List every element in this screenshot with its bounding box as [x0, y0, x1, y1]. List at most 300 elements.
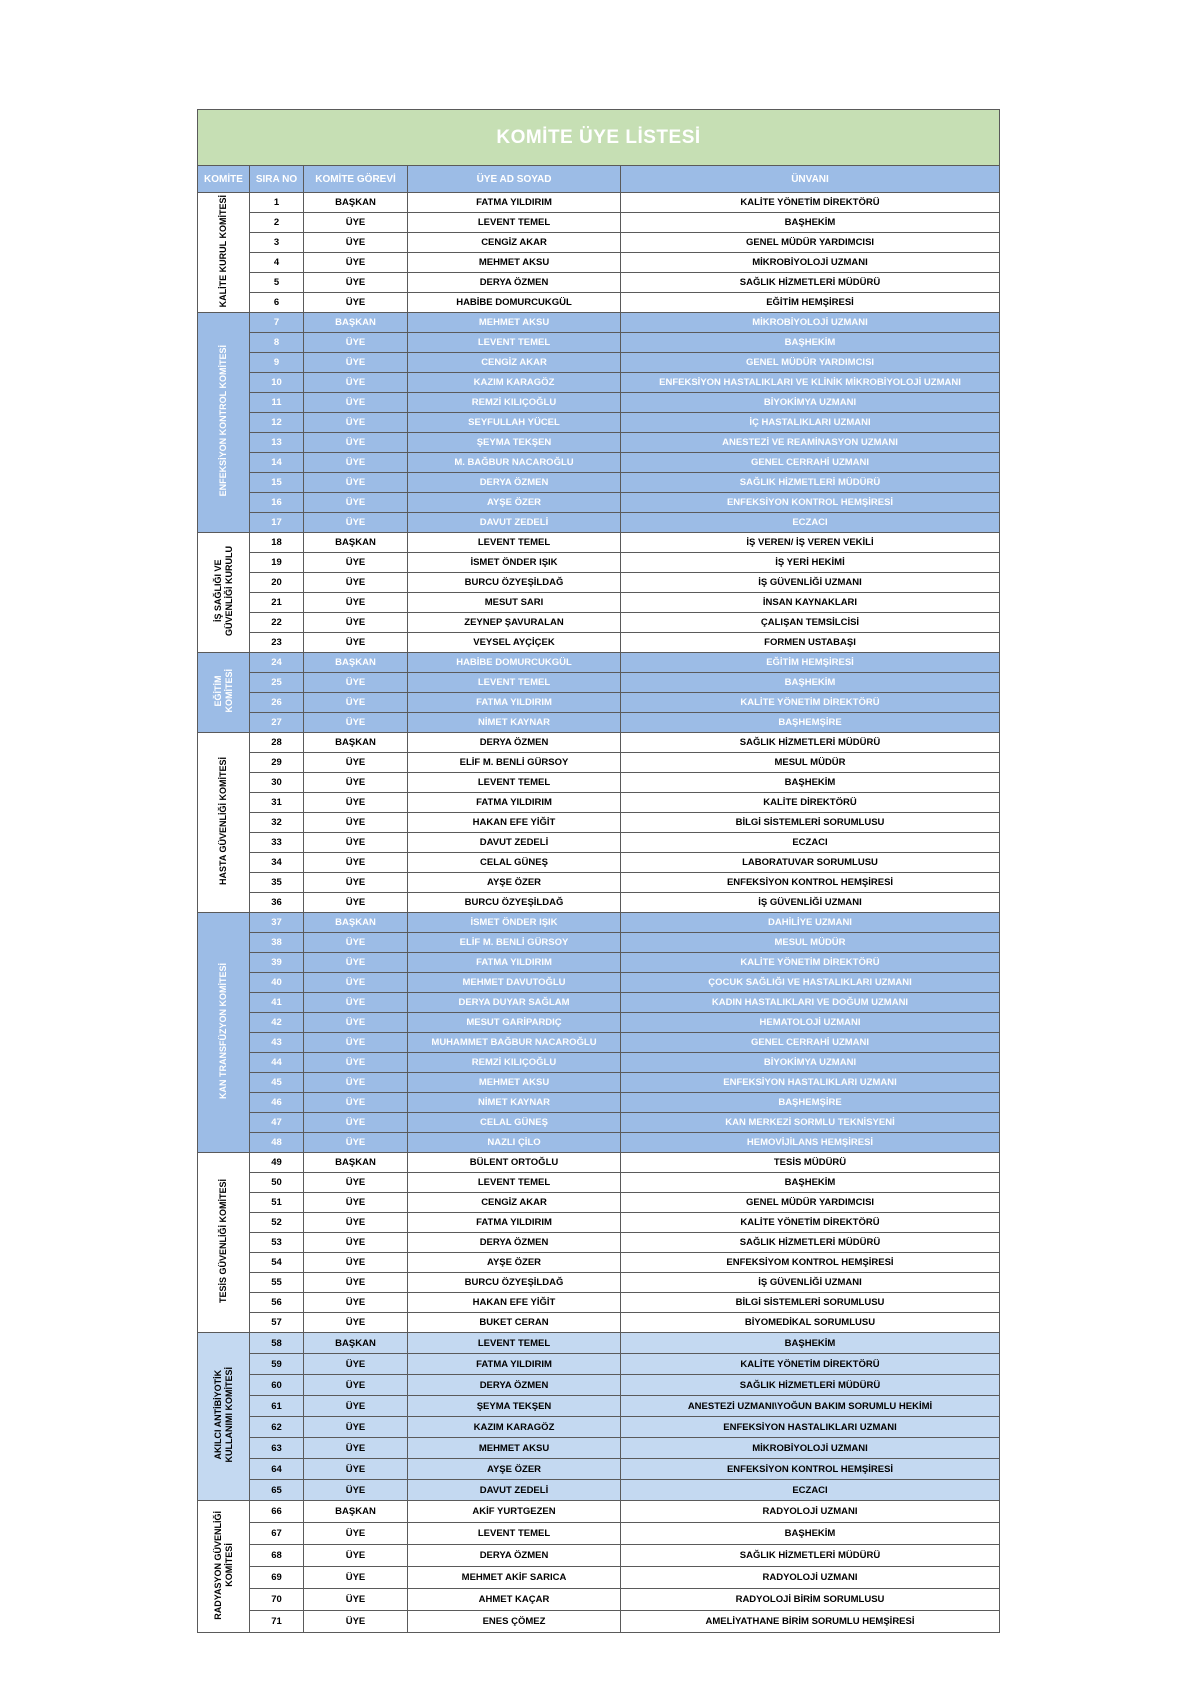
table-row: [198, 1233, 1000, 1253]
member-title: EĞİTİM HEMŞİRESİ: [621, 293, 1000, 313]
row-number: 52: [250, 1213, 304, 1233]
member-title: BİYOKİMYA UZMANI: [621, 1053, 1000, 1073]
table-row: [198, 233, 1000, 253]
member-title: İNSAN KAYNAKLARI: [621, 593, 1000, 613]
row-number: 24: [250, 653, 304, 673]
member-title: ECZACI: [621, 833, 1000, 853]
header-member-name: ÜYE AD SOYAD: [408, 166, 621, 193]
table-row: [198, 1213, 1000, 1233]
committee-role: ÜYE: [304, 633, 408, 653]
committee-role: ÜYE: [304, 1396, 408, 1417]
member-title: BAŞHEKİM: [621, 773, 1000, 793]
member-title: GENEL MÜDÜR YARDIMCISI: [621, 353, 1000, 373]
committee-name: KAN TRANSFÜZYON KOMİTESİ: [218, 963, 228, 1099]
table-row: [198, 613, 1000, 633]
row-number: 36: [250, 893, 304, 913]
member-title: BİYOKİMYA UZMANI: [621, 393, 1000, 413]
row-number: 58: [250, 1333, 304, 1354]
member-name: BURCU ÖZYEŞİLDAĞ: [408, 893, 621, 913]
member-title: KAN MERKEZİ SORMLU TEKNİSYENİ: [621, 1113, 1000, 1133]
member-name: DAVUT ZEDELİ: [408, 513, 621, 533]
table-row: [198, 573, 1000, 593]
table-row: [198, 733, 1000, 753]
table-row: [198, 193, 1000, 213]
member-name: HAKAN EFE YİĞİT: [408, 813, 621, 833]
row-number: 38: [250, 933, 304, 953]
table-row: [198, 673, 1000, 693]
row-number: 40: [250, 973, 304, 993]
member-title: BİLGİ SİSTEMLERİ SORUMLUSU: [621, 813, 1000, 833]
member-name: ŞEYMA TEKŞEN: [408, 433, 621, 453]
member-title: BAŞHEKİM: [621, 1523, 1000, 1545]
committee-name: ENFEKSİYON KONTROL KOMİTESİ: [218, 345, 228, 497]
member-title: ENFEKSİYON KONTROL HEMŞİRESİ: [621, 493, 1000, 513]
table-row: [198, 993, 1000, 1013]
table-row: [198, 1053, 1000, 1073]
table-row: [198, 1073, 1000, 1093]
table-row: [198, 1153, 1000, 1173]
committee-role: ÜYE: [304, 1113, 408, 1133]
table-row: [198, 773, 1000, 793]
member-title: KALİTE YÖNETİM DİREKTÖRÜ: [621, 693, 1000, 713]
table-row: [198, 1113, 1000, 1133]
member-name: LEVENT TEMEL: [408, 673, 621, 693]
member-title: BAŞHEKİM: [621, 213, 1000, 233]
member-name: ZEYNEP ŞAVURALAN: [408, 613, 621, 633]
committee-name: AKILCI ANTİBİYOTİK KULLANIMI KOMİTESİ: [212, 1367, 234, 1463]
member-name: KAZIM KARAGÖZ: [408, 373, 621, 393]
member-name: DERYA ÖZMEN: [408, 1233, 621, 1253]
member-title: KALİTE YÖNETİM DİREKTÖRÜ: [621, 1213, 1000, 1233]
table-row: [198, 1133, 1000, 1153]
member-name: BÜLENT ORTOĞLU: [408, 1153, 621, 1173]
table-row: [198, 473, 1000, 493]
committee-role: ÜYE: [304, 953, 408, 973]
table-row: [198, 1545, 1000, 1567]
row-number: 22: [250, 613, 304, 633]
member-title: MİKROBİYOLOJİ UZMANI: [621, 313, 1000, 333]
member-name: HAKAN EFE YİĞİT: [408, 1293, 621, 1313]
committee-name-cell: [198, 313, 250, 533]
member-name: MEHMET AKSU: [408, 1073, 621, 1093]
member-name: LEVENT TEMEL: [408, 1523, 621, 1545]
row-number: 21: [250, 593, 304, 613]
committee-role: ÜYE: [304, 1523, 408, 1545]
member-title: ANESTEZİ UZMANI\YOĞUN BAKIM SORUMLU HEKİMİ: [621, 1396, 1000, 1417]
member-name: DAVUT ZEDELİ: [408, 1480, 621, 1501]
committee-role: ÜYE: [304, 673, 408, 693]
table-body: [198, 193, 1000, 1633]
table-row: [198, 1375, 1000, 1396]
row-number: 43: [250, 1033, 304, 1053]
member-title: KALİTE YÖNETİM DİREKTÖRÜ: [621, 1354, 1000, 1375]
committee-name: EĞİTİM KOMİTESİ: [212, 669, 234, 713]
member-name: FATMA YILDIRIM: [408, 793, 621, 813]
member-name: İSMET ÖNDER IŞIK: [408, 913, 621, 933]
table-row: [198, 753, 1000, 773]
row-number: 64: [250, 1459, 304, 1480]
committee-role: BAŞKAN: [304, 313, 408, 333]
committee-role: BAŞKAN: [304, 533, 408, 553]
member-title: KALİTE YÖNETİM DİREKTÖRÜ: [621, 953, 1000, 973]
table-row: [198, 933, 1000, 953]
committee-role: ÜYE: [304, 353, 408, 373]
table-row: [198, 213, 1000, 233]
committee-role: ÜYE: [304, 593, 408, 613]
member-name: REMZİ KILIÇOĞLU: [408, 393, 621, 413]
table-row: [198, 1589, 1000, 1611]
row-number: 11: [250, 393, 304, 413]
row-number: 25: [250, 673, 304, 693]
row-number: 20: [250, 573, 304, 593]
member-title: GENEL MÜDÜR YARDIMCISI: [621, 1193, 1000, 1213]
member-title: RADYOLOJİ UZMANI: [621, 1501, 1000, 1523]
member-name: CENGİZ AKAR: [408, 353, 621, 373]
committee-member-document: [197, 109, 999, 1633]
member-title: BİYOMEDİKAL SORUMLUSU: [621, 1313, 1000, 1333]
row-number: 12: [250, 413, 304, 433]
table-row: [198, 1093, 1000, 1113]
committee-role: ÜYE: [304, 1438, 408, 1459]
committee-role: ÜYE: [304, 213, 408, 233]
committee-role: ÜYE: [304, 513, 408, 533]
committee-name-cell: [198, 653, 250, 733]
committee-member-table: [197, 109, 1000, 1633]
member-name: AKİF YURTGEZEN: [408, 1501, 621, 1523]
member-title: SAĞLIK HİZMETLERİ MÜDÜRÜ: [621, 733, 1000, 753]
row-number: 15: [250, 473, 304, 493]
row-number: 9: [250, 353, 304, 373]
table-row: [198, 293, 1000, 313]
table-row: [198, 1459, 1000, 1480]
member-name: MEHMET DAVUTOĞLU: [408, 973, 621, 993]
committee-role: ÜYE: [304, 233, 408, 253]
member-title: GENEL CERRAHİ UZMANI: [621, 1033, 1000, 1053]
committee-name-cell: [198, 533, 250, 653]
member-title: BAŞHEKİM: [621, 333, 1000, 353]
committee-role: ÜYE: [304, 873, 408, 893]
committee-role: ÜYE: [304, 1313, 408, 1333]
row-number: 27: [250, 713, 304, 733]
committee-role: ÜYE: [304, 1545, 408, 1567]
member-title: İŞ GÜVENLİĞİ UZMANI: [621, 573, 1000, 593]
committee-role: ÜYE: [304, 773, 408, 793]
row-number: 62: [250, 1417, 304, 1438]
member-title: ENFEKSİYOM KONTROL HEMŞİRESİ: [621, 1253, 1000, 1273]
row-number: 60: [250, 1375, 304, 1396]
member-title: SAĞLIK HİZMETLERİ MÜDÜRÜ: [621, 1233, 1000, 1253]
member-title: İŞ YERİ HEKİMİ: [621, 553, 1000, 573]
row-number: 4: [250, 253, 304, 273]
row-number: 17: [250, 513, 304, 533]
committee-role: ÜYE: [304, 973, 408, 993]
member-title: ÇOCUK SAĞLIĞI VE HASTALIKLARI UZMANI: [621, 973, 1000, 993]
member-name: CELAL GÜNEŞ: [408, 853, 621, 873]
committee-role: BAŞKAN: [304, 193, 408, 213]
committee-role: ÜYE: [304, 1417, 408, 1438]
member-name: MESUT SARI: [408, 593, 621, 613]
member-title: ENFEKSİYON HASTALIKLARI VE KLİNİK MİKROBİYOLOJİ UZMANI: [621, 373, 1000, 393]
member-title: SAĞLIK HİZMETLERİ MÜDÜRÜ: [621, 1545, 1000, 1567]
row-number: 53: [250, 1233, 304, 1253]
committee-role: ÜYE: [304, 1293, 408, 1313]
member-title: ENFEKSİYON HASTALIKLARI UZMANI: [621, 1073, 1000, 1093]
row-number: 70: [250, 1589, 304, 1611]
member-name: NİMET KAYNAR: [408, 1093, 621, 1113]
table-row: [198, 653, 1000, 673]
member-title: ANESTEZİ VE REAMİNASYON UZMANI: [621, 433, 1000, 453]
member-name: AHMET KAÇAR: [408, 1589, 621, 1611]
table-row: [198, 1611, 1000, 1633]
committee-role: ÜYE: [304, 933, 408, 953]
row-number: 23: [250, 633, 304, 653]
table-row: [198, 833, 1000, 853]
row-number: 34: [250, 853, 304, 873]
row-number: 46: [250, 1093, 304, 1113]
table-row: [198, 1480, 1000, 1501]
table-row: [198, 533, 1000, 553]
committee-role: ÜYE: [304, 1073, 408, 1093]
row-number: 49: [250, 1153, 304, 1173]
member-name: İSMET ÖNDER IŞIK: [408, 553, 621, 573]
row-number: 32: [250, 813, 304, 833]
row-number: 33: [250, 833, 304, 853]
header-row: [198, 166, 1000, 193]
table-row: [198, 1501, 1000, 1523]
member-title: BAŞHEMŞİRE: [621, 713, 1000, 733]
committee-role: ÜYE: [304, 1133, 408, 1153]
committee-role: ÜYE: [304, 1173, 408, 1193]
member-name: AYŞE ÖZER: [408, 493, 621, 513]
table-row: [198, 453, 1000, 473]
header-committee-role: KOMİTE GÖREVİ: [304, 166, 408, 193]
table-row: [198, 713, 1000, 733]
row-number: 39: [250, 953, 304, 973]
member-name: KAZIM KARAGÖZ: [408, 1417, 621, 1438]
member-title: BAŞHEMŞİRE: [621, 1093, 1000, 1113]
committee-role: BAŞKAN: [304, 653, 408, 673]
committee-role: ÜYE: [304, 1053, 408, 1073]
table-row: [198, 333, 1000, 353]
member-title: ECZACI: [621, 1480, 1000, 1501]
row-number: 44: [250, 1053, 304, 1073]
committee-role: ÜYE: [304, 573, 408, 593]
table-row: [198, 1033, 1000, 1053]
member-name: AYŞE ÖZER: [408, 873, 621, 893]
row-number: 6: [250, 293, 304, 313]
row-number: 3: [250, 233, 304, 253]
committee-role: ÜYE: [304, 373, 408, 393]
member-title: ENFEKSİYON HASTALIKLARI UZMANI: [621, 1417, 1000, 1438]
table-row: [198, 913, 1000, 933]
committee-role: ÜYE: [304, 753, 408, 773]
member-title: FORMEN USTABAŞI: [621, 633, 1000, 653]
committee-name: İŞ SAĞLIĞI VE GÜVENLİĞİ KURULU: [212, 546, 234, 636]
member-name: DAVUT ZEDELİ: [408, 833, 621, 853]
member-title: ECZACI: [621, 513, 1000, 533]
header-committee: KOMİTE: [198, 166, 250, 193]
row-number: 19: [250, 553, 304, 573]
member-title: TESİS MÜDÜRÜ: [621, 1153, 1000, 1173]
member-title: BAŞHEKİM: [621, 673, 1000, 693]
member-title: LABORATUVAR SORUMLUSU: [621, 853, 1000, 873]
committee-role: ÜYE: [304, 433, 408, 453]
member-name: ENES ÇÖMEZ: [408, 1611, 621, 1633]
member-name: ELİF M. BENLİ GÜRSOY: [408, 933, 621, 953]
table-row: [198, 433, 1000, 453]
table-row: [198, 493, 1000, 513]
member-name: LEVENT TEMEL: [408, 533, 621, 553]
row-number: 29: [250, 753, 304, 773]
committee-role: BAŞKAN: [304, 913, 408, 933]
member-title: İŞ GÜVENLİĞİ UZMANI: [621, 1273, 1000, 1293]
member-title: HEMOVİJİLANS HEMŞİRESİ: [621, 1133, 1000, 1153]
table-row: [198, 853, 1000, 873]
committee-role: BAŞKAN: [304, 1333, 408, 1354]
row-number: 18: [250, 533, 304, 553]
committee-role: ÜYE: [304, 493, 408, 513]
table-row: [198, 413, 1000, 433]
table-row: [198, 373, 1000, 393]
member-name: M. BAĞBUR NACAROĞLU: [408, 453, 621, 473]
committee-role: ÜYE: [304, 1253, 408, 1273]
committee-role: ÜYE: [304, 273, 408, 293]
committee-role: ÜYE: [304, 1093, 408, 1113]
member-title: BİLGİ SİSTEMLERİ SORUMLUSU: [621, 1293, 1000, 1313]
committee-role: ÜYE: [304, 333, 408, 353]
committee-name-cell: [198, 1501, 250, 1633]
row-number: 28: [250, 733, 304, 753]
member-name: AYŞE ÖZER: [408, 1253, 621, 1273]
member-title: MESUL MÜDÜR: [621, 753, 1000, 773]
table-row: [198, 273, 1000, 293]
member-title: MESUL MÜDÜR: [621, 933, 1000, 953]
committee-name-cell: [198, 1333, 250, 1501]
row-number: 35: [250, 873, 304, 893]
committee-role: ÜYE: [304, 553, 408, 573]
row-number: 66: [250, 1501, 304, 1523]
member-name: CENGİZ AKAR: [408, 1193, 621, 1213]
committee-role: ÜYE: [304, 293, 408, 313]
member-title: GENEL CERRAHİ UZMANI: [621, 453, 1000, 473]
table-row: [198, 1173, 1000, 1193]
row-number: 41: [250, 993, 304, 1013]
member-name: MEHMET AKSU: [408, 1438, 621, 1459]
row-number: 65: [250, 1480, 304, 1501]
table-row: [198, 1396, 1000, 1417]
committee-role: ÜYE: [304, 853, 408, 873]
table-row: [198, 1417, 1000, 1438]
row-number: 5: [250, 273, 304, 293]
table-row: [198, 353, 1000, 373]
committee-role: ÜYE: [304, 1354, 408, 1375]
member-name: DERYA ÖZMEN: [408, 273, 621, 293]
row-number: 50: [250, 1173, 304, 1193]
committee-role: ÜYE: [304, 1193, 408, 1213]
row-number: 30: [250, 773, 304, 793]
member-title: ENFEKSİYON KONTROL HEMŞİRESİ: [621, 873, 1000, 893]
member-name: HABİBE DOMURCUKGÜL: [408, 293, 621, 313]
row-number: 14: [250, 453, 304, 473]
committee-role: ÜYE: [304, 1273, 408, 1293]
member-name: LEVENT TEMEL: [408, 333, 621, 353]
committee-role: ÜYE: [304, 713, 408, 733]
committee-role: ÜYE: [304, 1233, 408, 1253]
header-title: ÜNVANI: [621, 166, 1000, 193]
member-name: MEHMET AKSU: [408, 253, 621, 273]
member-title: KADIN HASTALIKLARI VE DOĞUM UZMANI: [621, 993, 1000, 1013]
member-name: AYŞE ÖZER: [408, 1459, 621, 1480]
member-name: LEVENT TEMEL: [408, 213, 621, 233]
row-number: 59: [250, 1354, 304, 1375]
member-title: RADYOLOJİ BİRİM SORUMLUSU: [621, 1589, 1000, 1611]
member-name: DERYA ÖZMEN: [408, 733, 621, 753]
table-row: [198, 693, 1000, 713]
committee-role: ÜYE: [304, 693, 408, 713]
row-number: 55: [250, 1273, 304, 1293]
row-number: 45: [250, 1073, 304, 1093]
member-title: SAĞLIK HİZMETLERİ MÜDÜRÜ: [621, 1375, 1000, 1396]
member-name: HABİBE DOMURCUKGÜL: [408, 653, 621, 673]
member-title: MİKROBİYOLOJİ UZMANI: [621, 253, 1000, 273]
committee-role: ÜYE: [304, 1033, 408, 1053]
committee-role: ÜYE: [304, 393, 408, 413]
row-number: 10: [250, 373, 304, 393]
member-title: KALİTE DİREKTÖRÜ: [621, 793, 1000, 813]
committee-role: ÜYE: [304, 453, 408, 473]
table-row: [198, 393, 1000, 413]
table-row: [198, 893, 1000, 913]
row-number: 48: [250, 1133, 304, 1153]
row-number: 16: [250, 493, 304, 513]
table-row: [198, 553, 1000, 573]
member-name: BURCU ÖZYEŞİLDAĞ: [408, 1273, 621, 1293]
member-name: ŞEYMA TEKŞEN: [408, 1396, 621, 1417]
member-title: KALİTE YÖNETİM DİREKTÖRÜ: [621, 193, 1000, 213]
committee-role: ÜYE: [304, 1611, 408, 1633]
member-name: LEVENT TEMEL: [408, 1173, 621, 1193]
committee-name: RADYASYON GÜVENLİĞİ KOMİTESİ: [212, 1510, 234, 1620]
member-name: BUKET CERAN: [408, 1313, 621, 1333]
row-number: 47: [250, 1113, 304, 1133]
member-title: ÇALIŞAN TEMSİLCİSİ: [621, 613, 1000, 633]
member-name: FATMA YILDIRIM: [408, 193, 621, 213]
table-row: [198, 1253, 1000, 1273]
member-name: DERYA DUYAR SAĞLAM: [408, 993, 621, 1013]
committee-role: ÜYE: [304, 1567, 408, 1589]
row-number: 37: [250, 913, 304, 933]
member-title: EĞİTİM HEMŞİRESİ: [621, 653, 1000, 673]
member-title: GENEL MÜDÜR YARDIMCISI: [621, 233, 1000, 253]
member-title: SAĞLIK HİZMETLERİ MÜDÜRÜ: [621, 273, 1000, 293]
table-row: [198, 1354, 1000, 1375]
table-row: [198, 1013, 1000, 1033]
committee-role: ÜYE: [304, 1013, 408, 1033]
member-name: LEVENT TEMEL: [408, 773, 621, 793]
member-title: İŞ VEREN/ İŞ VEREN VEKİLİ: [621, 533, 1000, 553]
committee-name: KALİTE KURUL KOMİTESİ: [218, 194, 228, 308]
row-number: 7: [250, 313, 304, 333]
committee-role: BAŞKAN: [304, 733, 408, 753]
row-number: 68: [250, 1545, 304, 1567]
table-row: [198, 253, 1000, 273]
table-row: [198, 793, 1000, 813]
member-name: NAZLI ÇİLO: [408, 1133, 621, 1153]
table-row: [198, 973, 1000, 993]
committee-name-cell: [198, 1153, 250, 1333]
member-title: İÇ HASTALIKLARI UZMANI: [621, 413, 1000, 433]
member-name: CENGİZ AKAR: [408, 233, 621, 253]
